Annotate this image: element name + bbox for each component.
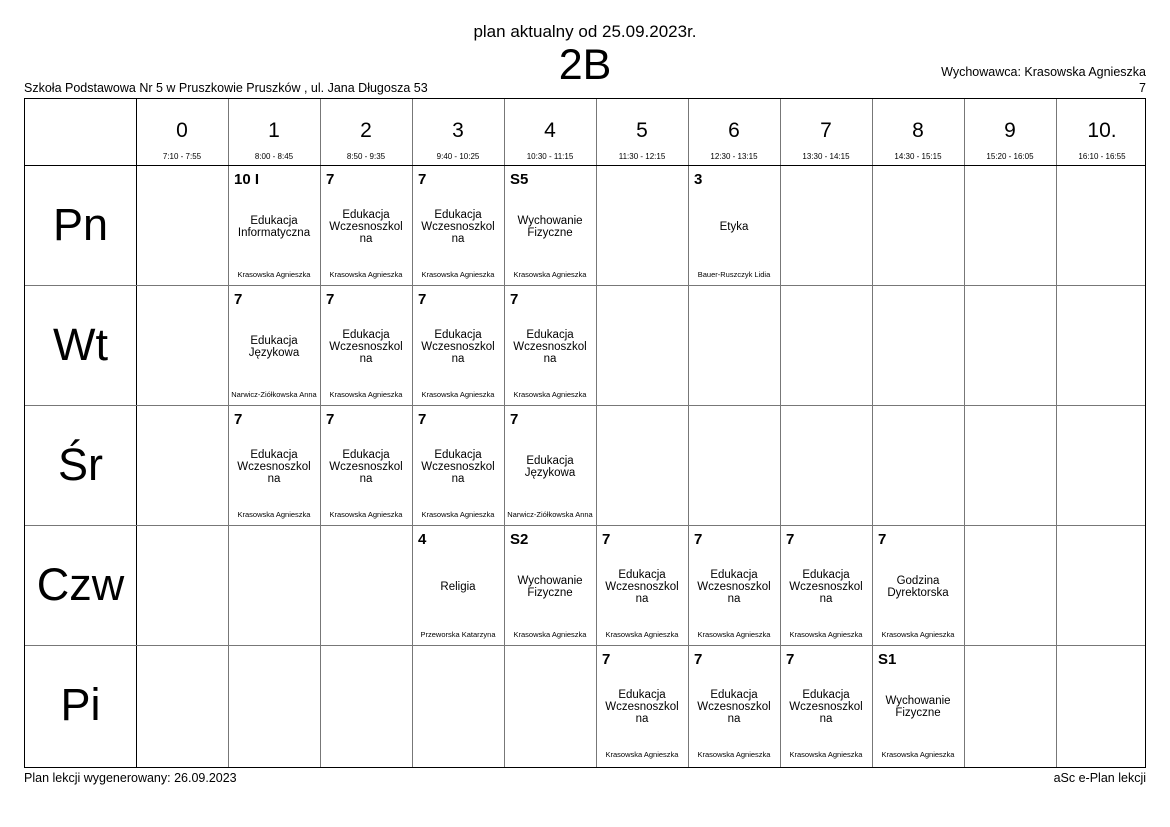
lesson-cell	[780, 645, 872, 765]
lesson-subject: Edukacja Wczesnoszkol na	[421, 209, 495, 245]
plan-subtitle: plan aktualny od 25.09.2023r.	[473, 22, 697, 41]
lesson-subject: Edukacja Wczesnoszkol na	[789, 689, 863, 725]
period-time: 8:50 - 9:35	[346, 152, 386, 161]
period-time: 11:30 - 12:15	[618, 152, 666, 161]
lesson-subject: Edukacja Językowa	[248, 335, 300, 359]
lesson-room: 7	[418, 171, 427, 188]
lesson-cell	[504, 405, 596, 525]
lesson-teacher: Krasowska Agnieszka	[605, 750, 679, 759]
period-time: 14:30 - 15:15	[894, 152, 942, 161]
lesson-cell	[320, 285, 412, 405]
period-time: 16:10 - 16:55	[1078, 152, 1126, 161]
lesson-subject: Edukacja Wczesnoszkol na	[605, 569, 679, 605]
lesson-room: 7	[510, 291, 519, 308]
lesson-subject: Edukacja Wczesnoszkol na	[329, 209, 403, 245]
lesson-teacher: Narwicz-Ziółkowska Anna	[507, 510, 593, 519]
lesson-teacher: Krasowska Agnieszka	[789, 750, 863, 759]
lesson-teacher: Krasowska Agnieszka	[329, 270, 403, 279]
lesson-cell	[504, 525, 596, 645]
period-header	[596, 99, 688, 165]
lesson-teacher: Przeworska Katarzyna	[420, 630, 496, 639]
period-time: 10:30 - 11:15	[526, 152, 574, 161]
period-header	[412, 99, 504, 165]
grid-row-line	[25, 645, 1145, 646]
lesson-cell	[688, 645, 780, 765]
lesson-subject: Edukacja Wczesnoszkol na	[697, 569, 771, 605]
lesson-room: 7	[602, 651, 611, 668]
lesson-subject: Edukacja Językowa	[524, 455, 576, 479]
lesson-subject: Edukacja Wczesnoszkol na	[329, 329, 403, 365]
period-header	[688, 99, 780, 165]
lesson-cell	[320, 165, 412, 285]
period-number: 7	[820, 119, 832, 142]
lesson-teacher: Krasowska Agnieszka	[237, 510, 311, 519]
lesson-teacher: Bauer-Ruszczyk Lidia	[697, 270, 771, 279]
lesson-room: 7	[326, 291, 335, 308]
lesson-subject: Edukacja Wczesnoszkol na	[789, 569, 863, 605]
period-header	[504, 99, 596, 165]
lesson-cell	[872, 645, 964, 765]
tutor-room: 7	[1139, 81, 1146, 95]
period-number: 5	[636, 119, 648, 142]
grid-column-line	[136, 99, 137, 767]
period-header	[320, 99, 412, 165]
lesson-cell	[780, 525, 872, 645]
lesson-subject: Edukacja Wczesnoszkol na	[421, 329, 495, 365]
lesson-cell	[228, 165, 320, 285]
period-header	[872, 99, 964, 165]
lesson-subject: Edukacja Wczesnoszkol na	[329, 449, 403, 485]
lesson-teacher: Krasowska Agnieszka	[329, 510, 403, 519]
lesson-subject: Edukacja Wczesnoszkol na	[421, 449, 495, 485]
period-number: 10.	[1087, 119, 1117, 142]
day-label: Śr	[58, 439, 103, 490]
day-label: Czw	[36, 559, 125, 610]
period-header	[1056, 99, 1148, 165]
lesson-room: 7	[418, 291, 427, 308]
lesson-cell	[228, 405, 320, 525]
lesson-teacher: Krasowska Agnieszka	[421, 390, 495, 399]
period-number: 2	[360, 119, 372, 142]
lesson-room: 7	[234, 291, 243, 308]
period-header	[228, 99, 320, 165]
lesson-subject: Edukacja Wczesnoszkol na	[697, 689, 771, 725]
lesson-room: 7	[418, 411, 427, 428]
lesson-cell	[504, 285, 596, 405]
lesson-room: S1	[878, 651, 897, 668]
lesson-room: 7	[694, 531, 703, 548]
lesson-room: 7	[510, 411, 519, 428]
lesson-subject: Etyka	[719, 221, 749, 233]
lesson-cell	[320, 405, 412, 525]
class-name-title: 2B	[558, 41, 612, 89]
lesson-cell	[412, 165, 504, 285]
lesson-cell	[412, 405, 504, 525]
lesson-teacher: Krasowska Agnieszka	[881, 750, 955, 759]
lesson-subject: Wychowanie Fizyczne	[885, 695, 951, 719]
lesson-room: 4	[418, 531, 427, 548]
lesson-subject: Edukacja Wczesnoszkol na	[513, 329, 587, 365]
lesson-subject: Edukacja Informatyczna	[237, 215, 311, 239]
lesson-teacher: Krasowska Agnieszka	[421, 270, 495, 279]
lesson-teacher: Krasowska Agnieszka	[237, 270, 311, 279]
period-time: 15:20 - 16:05	[986, 152, 1034, 161]
lesson-teacher: Krasowska Agnieszka	[421, 510, 495, 519]
tutor-label: Wychowawca: Krasowska Agnieszka	[941, 65, 1146, 79]
period-number: 8	[912, 119, 924, 142]
day-label: Wt	[53, 319, 108, 370]
lesson-room: S5	[510, 171, 529, 188]
lesson-room: 7	[786, 531, 795, 548]
lesson-teacher: Krasowska Agnieszka	[697, 630, 771, 639]
lesson-room: 7	[878, 531, 887, 548]
lesson-subject: Edukacja Wczesnoszkol na	[605, 689, 679, 725]
lesson-room: 7	[786, 651, 795, 668]
lesson-room: 7	[694, 651, 703, 668]
lesson-cell	[504, 165, 596, 285]
timetable-grid	[24, 98, 1146, 768]
lesson-room: 7	[602, 531, 611, 548]
lesson-cell	[412, 525, 504, 645]
lesson-cell	[688, 165, 780, 285]
lesson-cell	[596, 645, 688, 765]
grid-column-line	[1056, 99, 1057, 767]
lesson-room: 10 I	[234, 171, 260, 188]
lesson-room: 7	[326, 171, 335, 188]
lesson-room: 3	[694, 171, 703, 188]
lesson-room: 7	[326, 411, 335, 428]
lesson-subject: Wychowanie Fizyczne	[517, 575, 583, 599]
lesson-teacher: Krasowska Agnieszka	[513, 630, 587, 639]
period-number: 6	[728, 119, 740, 142]
lesson-teacher: Krasowska Agnieszka	[697, 750, 771, 759]
period-time: 7:10 - 7:55	[162, 152, 202, 161]
period-number: 0	[176, 119, 188, 142]
lesson-subject: Godzina Dyrektorska	[887, 575, 949, 599]
software-credit: aSc e-Plan lekcji	[1053, 771, 1146, 785]
lesson-room: S2	[510, 531, 529, 548]
lesson-cell	[688, 525, 780, 645]
period-header	[780, 99, 872, 165]
period-time: 13:30 - 14:15	[802, 152, 850, 161]
lesson-cell	[872, 525, 964, 645]
lesson-teacher: Krasowska Agnieszka	[513, 390, 587, 399]
lesson-cell	[228, 285, 320, 405]
period-number: 9	[1004, 119, 1016, 142]
period-time: 12:30 - 13:15	[710, 152, 758, 161]
period-number: 3	[452, 119, 464, 142]
lesson-subject: Religia	[440, 581, 476, 593]
lesson-cell	[412, 285, 504, 405]
lesson-cell	[596, 525, 688, 645]
period-header	[964, 99, 1056, 165]
lesson-subject: Wychowanie Fizyczne	[517, 215, 583, 239]
lesson-subject: Edukacja Wczesnoszkol na	[237, 449, 311, 485]
day-label: Pi	[60, 679, 101, 730]
period-time: 9:40 - 10:25	[436, 152, 480, 161]
day-label: Pn	[52, 199, 109, 250]
grid-column-line	[964, 99, 965, 767]
lesson-teacher: Krasowska Agnieszka	[605, 630, 679, 639]
lesson-teacher: Krasowska Agnieszka	[513, 270, 587, 279]
generated-date: Plan lekcji wygenerowany: 26.09.2023	[24, 771, 237, 785]
lesson-teacher: Krasowska Agnieszka	[329, 390, 403, 399]
lesson-teacher: Krasowska Agnieszka	[789, 630, 863, 639]
lesson-room: 7	[234, 411, 243, 428]
lesson-teacher: Krasowska Agnieszka	[881, 630, 955, 639]
period-header	[136, 99, 228, 165]
period-number: 1	[268, 119, 280, 142]
school-name: Szkoła Podstawowa Nr 5 w Pruszkowie Pruszków , ul. Jana Długosza 53	[24, 81, 428, 95]
period-time: 8:00 - 8:45	[254, 152, 294, 161]
lesson-teacher: Narwicz-Ziółkowska Anna	[231, 390, 317, 399]
period-number: 4	[544, 119, 556, 142]
